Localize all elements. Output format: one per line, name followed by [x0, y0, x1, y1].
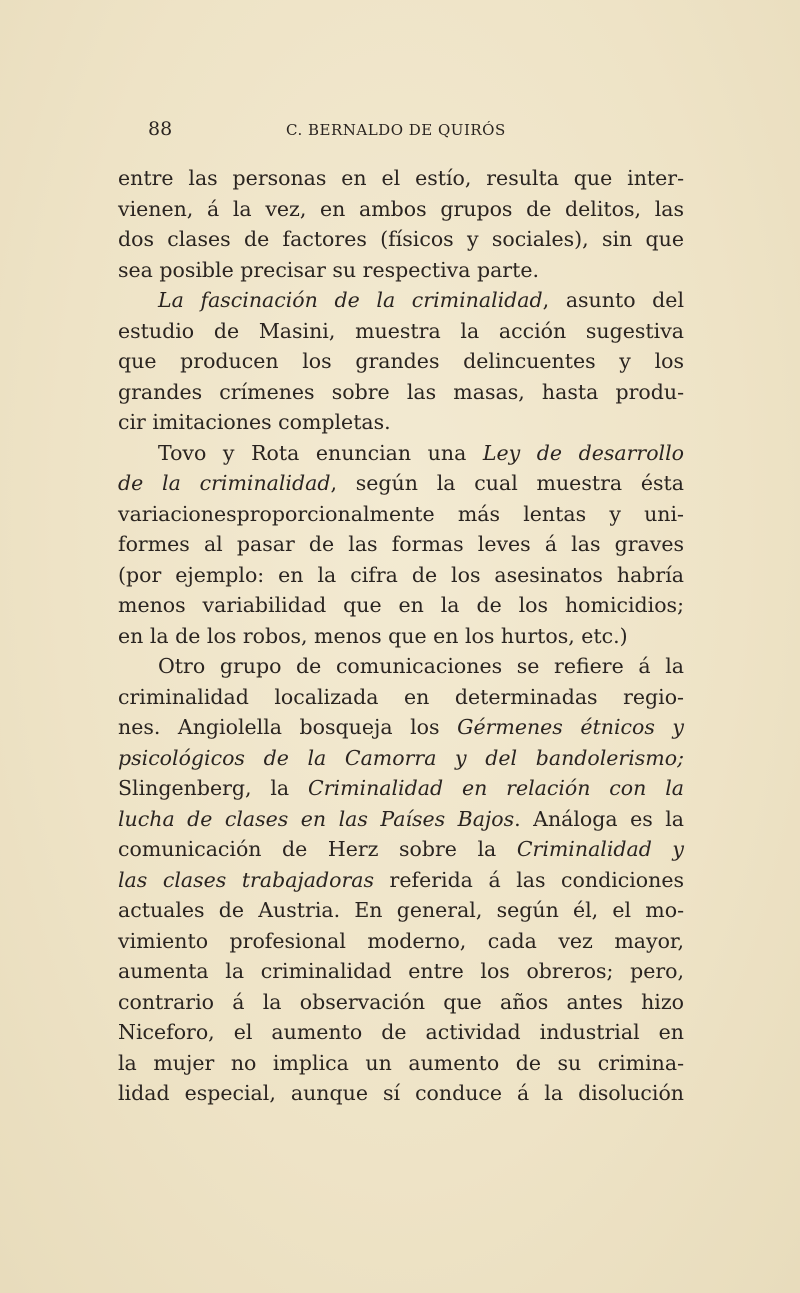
page-header: [148, 118, 700, 144]
text-line: [118, 194, 684, 225]
text-segment: Tovo y Rota enuncian una: [158, 440, 483, 465]
text-line: [118, 987, 684, 1018]
text-line: [118, 377, 684, 408]
text-line: [118, 224, 684, 255]
italic-text: lucha de clases en las Países Bajos: [118, 806, 515, 831]
text-segment: Niceforo, el aumento de actividad industrial en: [118, 1020, 684, 1044]
text-line: [118, 560, 684, 591]
text-segment: variacionesproporcionalmente más lentas y uni-: [118, 501, 684, 526]
text-segment: referida á las condiciones: [374, 867, 684, 892]
italic-text: psicológicos de la Camorra y del bandolerismo;: [118, 745, 684, 770]
text-line: [118, 499, 684, 530]
italic-text: de la criminalidad: [118, 471, 331, 495]
body-text: [118, 163, 684, 1109]
text-line: [118, 865, 684, 896]
text-segment: Otro grupo de comunicaciones se refiere á la: [158, 654, 684, 678]
text-segment: dos clases de factores (físicos y sociales), sin que: [118, 227, 684, 251]
text-segment: cir imitaciones completas.: [118, 410, 391, 434]
text-segment: formes al pasar de las formas leves á las graves: [118, 532, 684, 556]
text-line: [118, 804, 684, 835]
text-line: [118, 651, 684, 682]
text-line: [118, 1048, 684, 1079]
text-segment: , asunto del: [542, 288, 684, 312]
text-segment: menos variabilidad que en la de los homicidios;: [118, 593, 684, 617]
text-line: [118, 834, 684, 865]
text-line: [118, 163, 684, 194]
text-line: [118, 1017, 684, 1048]
text-segment: en la de los robos, menos que en los hurtos, etc.): [118, 623, 628, 648]
text-line: [118, 316, 684, 347]
text-line: [118, 346, 684, 377]
text-line: [118, 682, 684, 713]
text-line: [118, 773, 684, 804]
text-segment: , según la cual muestra ésta: [330, 471, 684, 495]
text-segment: estudio de Masini, muestra la acción sugestiva: [118, 318, 684, 343]
italic-text: Ley de desarrollo: [482, 440, 684, 465]
text-line: [118, 895, 684, 926]
text-segment: Slingenberg, la: [118, 776, 309, 800]
italic-text: Criminalidad y: [516, 837, 685, 861]
italic-text: Gérmenes étnicos y: [457, 715, 684, 739]
text-line: [118, 1078, 684, 1109]
text-line: [118, 743, 684, 774]
text-segment: actuales de Austria. En general, según él, el mo-: [118, 898, 684, 922]
text-line: [118, 255, 684, 286]
running-head: C. BERNALDO DE QUIRÓS: [286, 121, 506, 139]
italic-text: La fascinación de la criminalidad: [158, 288, 543, 312]
text-segment: comunicación de Herz sobre la: [118, 837, 517, 861]
text-segment: sea posible precisar su respectiva parte.: [118, 257, 539, 282]
text-segment: que producen los grandes delincuentes y los: [118, 349, 684, 373]
text-segment: . Análoga es la: [514, 806, 684, 831]
text-line: [118, 285, 684, 316]
text-segment: la mujer no implica un aumento de su crimina-: [118, 1050, 684, 1075]
italic-text: las clases trabajadoras: [118, 867, 375, 892]
text-segment: vimiento profesional moderno, cada vez mayor,: [118, 928, 684, 953]
italic-text: Criminalidad en relación con la: [308, 776, 684, 800]
text-line: [118, 407, 684, 438]
text-line: [118, 712, 684, 743]
text-line: [118, 590, 684, 621]
page-number: 88: [148, 118, 173, 140]
text-segment: lidad especial, aunque sí conduce á la disolución: [118, 1081, 684, 1105]
text-line: [118, 926, 684, 957]
text-line: [118, 529, 684, 560]
text-segment: contrario á la observación que años antes hizo: [118, 989, 684, 1014]
text-segment: vienen, á la vez, en ambos grupos de delitos, las: [118, 196, 684, 221]
text-line: [118, 438, 684, 469]
text-segment: entre las personas en el estío, resulta que inter-: [118, 166, 684, 190]
text-segment: nes. Angiolella bosqueja los: [118, 715, 458, 739]
text-line: [118, 468, 684, 499]
text-line: [118, 956, 684, 987]
text-segment: criminalidad localizada en determinadas regio-: [118, 684, 684, 709]
text-segment: (por ejemplo: en la cifra de los asesinatos habría: [118, 562, 684, 587]
text-segment: aumenta la criminalidad entre los obreros; pero,: [118, 959, 684, 983]
text-segment: grandes crímenes sobre las masas, hasta produ-: [118, 379, 684, 404]
text-line: [118, 621, 684, 652]
